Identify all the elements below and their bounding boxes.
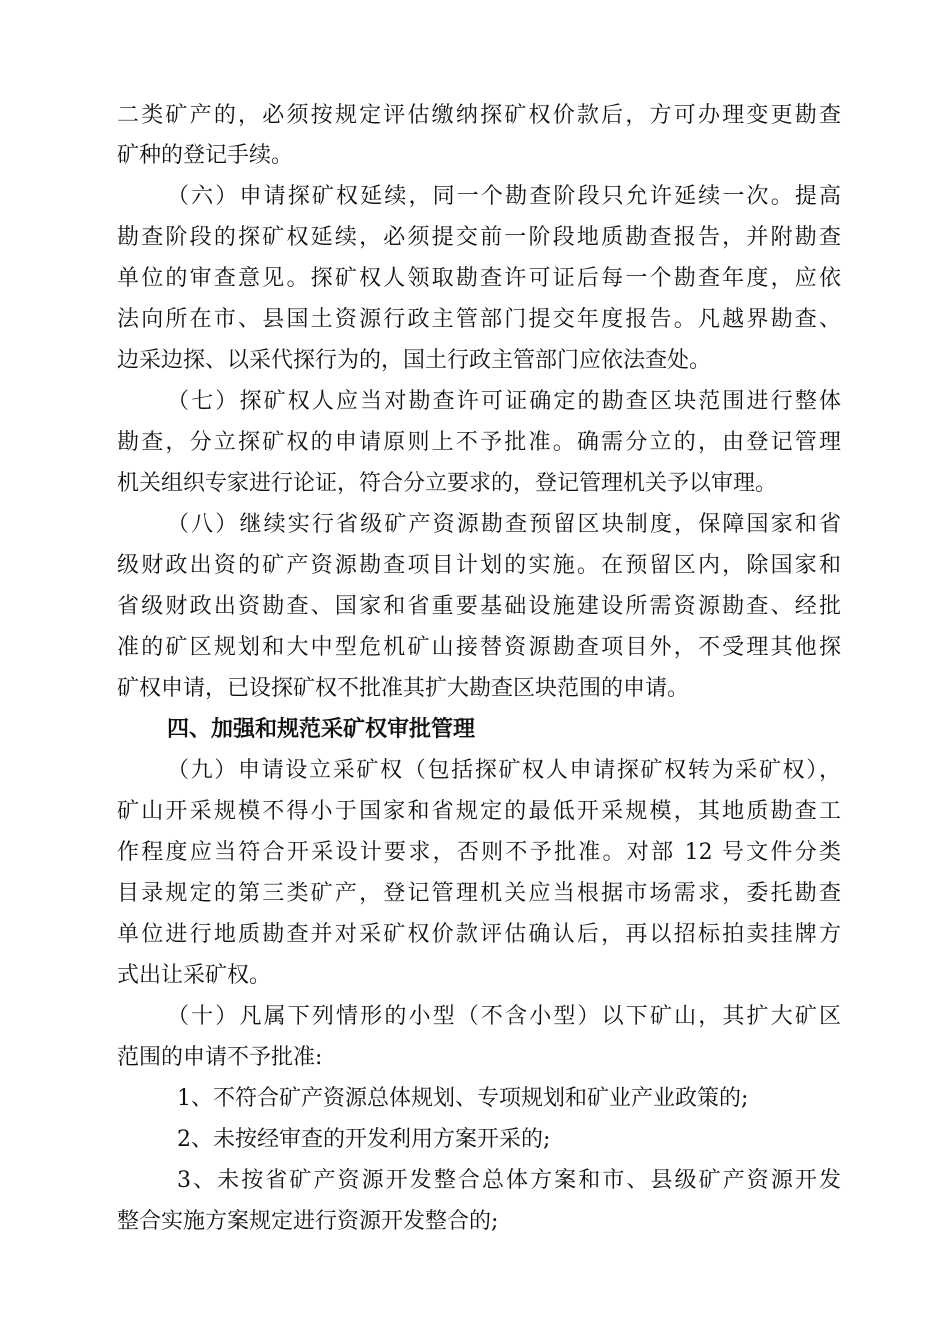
section-heading: 四、加强和规范采矿权审批管理: [167, 717, 476, 742]
text-line: 级财政出资的矿产资源勘查项目计划的实施。在预留区内，除国家和: [117, 553, 841, 578]
text-line: 作程度应当符合开采设计要求，否则不予批准。对部 12 号文件分类: [117, 840, 841, 865]
paragraph-9-start: （九）申请设立采矿权（包括探矿权人申请探矿权转为采矿权），: [167, 758, 841, 783]
text-line: 机关组织专家进行论证，符合分立要求的，登记管理机关予以审理。: [117, 471, 778, 496]
text-line: 边采边探、以采代探行为的，国土行政主管部门应依法查处。: [117, 348, 712, 373]
text-line: 目录规定的第三类矿产，登记管理机关应当根据市场需求，委托勘查: [117, 881, 841, 906]
list-item-3: 3、未按省矿产资源开发整合总体方案和市、县级矿产资源开发: [177, 1168, 841, 1193]
paragraph-8-start: （八）继续实行省级矿产资源勘查预留区块制度，保障国家和省: [167, 512, 841, 537]
text-line: 勘查阶段的探矿权延续，必须提交前一阶段地质勘查报告，并附勘查: [117, 225, 841, 250]
paragraph-6-start: （六）申请探矿权延续，同一个勘查阶段只允许延续一次。提高: [167, 184, 841, 209]
text-line: 准的矿区规划和大中型危机矿山接替资源勘查项目外，不受理其他探: [117, 635, 841, 660]
list-item-1: 1、不符合矿产资源总体规划、专项规划和矿业产业政策的;: [177, 1086, 749, 1111]
text-line: 单位的审查意见。探矿权人领取勘查许可证后每一个勘查年度，应依: [117, 266, 841, 291]
text-line: 法向所在市、县国土资源行政主管部门提交年度报告。凡越界勘查、: [117, 307, 841, 332]
list-item-2: 2、未按经审查的开发利用方案开采的;: [177, 1127, 551, 1152]
text-line: 省级财政出资勘查、国家和省重要基础设施建设所需资源勘查、经批: [117, 594, 841, 619]
text-line: 范围的申请不予批准:: [117, 1045, 323, 1070]
text-line: 矿权申请，已设探矿权不批准其扩大勘查区块范围的申请。: [117, 676, 690, 701]
text-line: 单位进行地质勘查并对采矿权价款评估确认后，再以招标拍卖挂牌方: [117, 922, 841, 947]
paragraph-10-start: （十）凡属下列情形的小型（不含小型）以下矿山，其扩大矿区: [167, 1004, 841, 1029]
text-line: 矿种的登记手续。: [117, 143, 294, 168]
text-line: 式出让采矿权。: [117, 963, 272, 988]
text-line: 整合实施方案规定进行资源开发整合的;: [117, 1209, 499, 1234]
text-line: 勘查，分立探矿权的申请原则上不予批准。确需分立的，由登记管理: [117, 430, 841, 455]
text-line: 矿山开采规模不得小于国家和省规定的最低开采规模，其地质勘查工: [117, 799, 841, 824]
paragraph-7-start: （七）探矿权人应当对勘查许可证确定的勘查区块范围进行整体: [167, 389, 841, 414]
text-line: 二类矿产的，必须按规定评估缴纳探矿权价款后，方可办理变更勘查: [117, 103, 841, 128]
